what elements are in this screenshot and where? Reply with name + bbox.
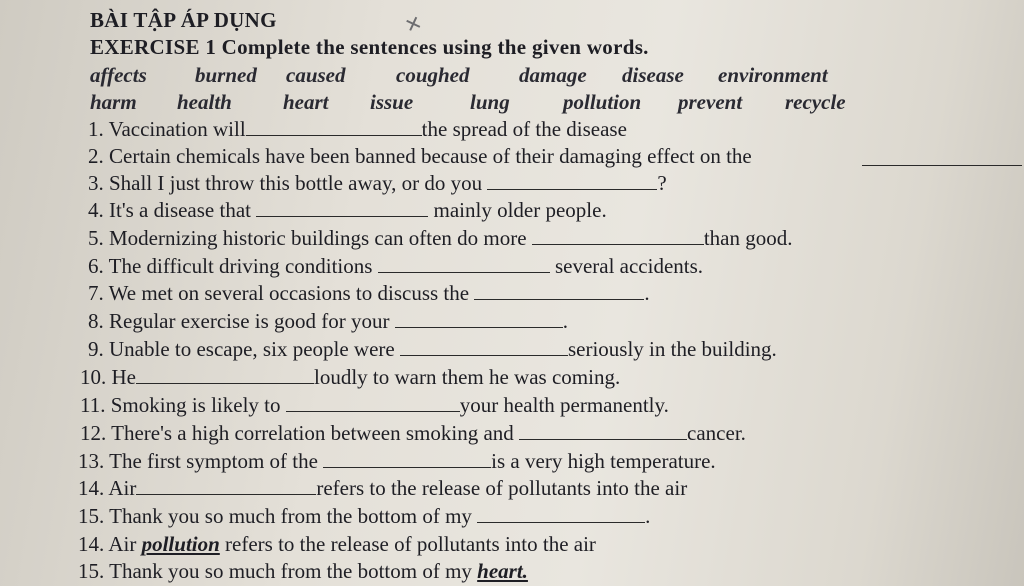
sentence-2	[88, 144, 752, 168]
sentence-15	[78, 504, 650, 528]
filled-answer: pollution	[141, 532, 220, 556]
pen-mark: ✕	[401, 9, 426, 39]
page-title: BÀI TẬP ÁP DỤNG	[90, 8, 277, 32]
sentence-text: 14. Air	[78, 476, 137, 500]
sentence-text: 13. The first symptom of the	[78, 449, 318, 473]
sentence-text: 12. There's a high correlation between smoking and	[80, 421, 514, 445]
answer-blank[interactable]	[246, 117, 422, 136]
sentence-1	[88, 117, 627, 141]
sentence-11	[80, 393, 669, 417]
answer-blank[interactable]	[256, 198, 428, 217]
sentence-5	[88, 226, 793, 250]
sentence-text: refers to the release of pollutants into the air	[219, 532, 596, 556]
answer-blank[interactable]	[286, 393, 460, 412]
answer-blank[interactable]	[395, 309, 563, 328]
sentence-text: .	[644, 281, 650, 305]
answer-blank[interactable]	[400, 337, 568, 356]
sentence-text: mainly older people.	[433, 198, 607, 222]
word-bank-item: lung	[470, 90, 510, 114]
answer-blank[interactable]	[378, 254, 550, 273]
answer-blank[interactable]	[323, 449, 491, 468]
word-bank-item: coughed	[396, 63, 470, 87]
answer-blank[interactable]	[862, 147, 1022, 166]
word-bank-item: heart	[283, 90, 329, 114]
sentence-text: 15. Thank you so much from the bottom of my	[78, 559, 478, 583]
sentence-4	[88, 198, 607, 222]
filled-answer: heart.	[477, 559, 528, 583]
answer-blank[interactable]	[519, 421, 687, 440]
word-bank-item: harm	[90, 90, 137, 114]
sentence-text: 3. Shall I just throw this bottle away, or do you	[88, 171, 483, 195]
sentence-text: ?	[657, 171, 667, 195]
word-bank-item: recycle	[785, 90, 846, 114]
sentence-text: 11. Smoking is likely to	[80, 393, 281, 417]
word-bank-item: burned	[195, 63, 257, 87]
sentence-text: 14. Air	[78, 532, 142, 556]
word-bank-item: issue	[370, 90, 414, 114]
sentence-text: loudly to warn them he was coming.	[314, 365, 621, 389]
sentence-text: cancer.	[687, 421, 746, 445]
sentence-text: 4. It's a disease that	[88, 198, 251, 222]
word-bank-item: environment	[718, 63, 828, 87]
answered-sentence-14	[78, 532, 596, 556]
sentence-14	[78, 476, 687, 500]
word-bank-item: health	[177, 90, 232, 114]
answer-blank[interactable]	[487, 171, 657, 190]
answered-sentence-15	[78, 559, 528, 583]
sentence-text: refers to the release of pollutants into the air	[316, 476, 688, 500]
word-bank-item: caused	[286, 63, 346, 87]
answer-blank[interactable]	[136, 476, 316, 495]
sentence-3	[88, 171, 667, 195]
sentence-text: 10. He	[80, 365, 136, 389]
sentence-text: 9. Unable to escape, six people were	[88, 337, 395, 361]
word-bank-item: pollution	[563, 90, 642, 114]
sentence-8	[88, 309, 568, 333]
sentence-text: .	[562, 309, 568, 333]
sentence-text: than good.	[703, 226, 793, 250]
word-bank-item: affects	[90, 63, 147, 87]
sentence-text: 5. Modernizing historic buildings can often do more	[88, 226, 527, 250]
sentence-text: 2. Certain chemicals have been banned because of their damaging effect on the	[88, 144, 752, 168]
answer-blank[interactable]	[477, 504, 645, 523]
sentence-text: .	[645, 504, 651, 528]
word-bank-item: damage	[519, 63, 587, 87]
sentence-9	[88, 337, 777, 361]
sentence-13	[78, 449, 716, 473]
sentence-text: seriously in the building.	[567, 337, 777, 361]
word-bank-item: disease	[622, 63, 684, 87]
sentence-text: is a very high temperature.	[491, 449, 716, 473]
sentence-text: 15. Thank you so much from the bottom of my	[78, 504, 472, 528]
sentence-12	[80, 421, 746, 445]
sentence-text: the spread of the disease	[421, 117, 627, 141]
sentence-10	[80, 365, 620, 389]
sentence-text: 8. Regular exercise is good for your	[88, 309, 390, 333]
sentence-text: your health permanently.	[459, 393, 669, 417]
sentence-text: 6. The difficult driving conditions	[88, 254, 373, 278]
sentence-text: several accidents.	[554, 254, 704, 278]
exercise-heading: EXERCISE 1 Complete the sentences using the given words.	[90, 35, 649, 59]
sentence-7	[88, 281, 650, 305]
sentence-text: 1. Vaccination will	[88, 117, 246, 141]
word-bank-item: prevent	[678, 90, 743, 114]
answer-blank[interactable]	[136, 365, 314, 384]
sentence-6	[88, 254, 703, 278]
sentence-text: 7. We met on several occasions to discuss the	[88, 281, 470, 305]
answer-blank[interactable]	[532, 226, 704, 245]
answer-blank[interactable]	[474, 281, 644, 300]
